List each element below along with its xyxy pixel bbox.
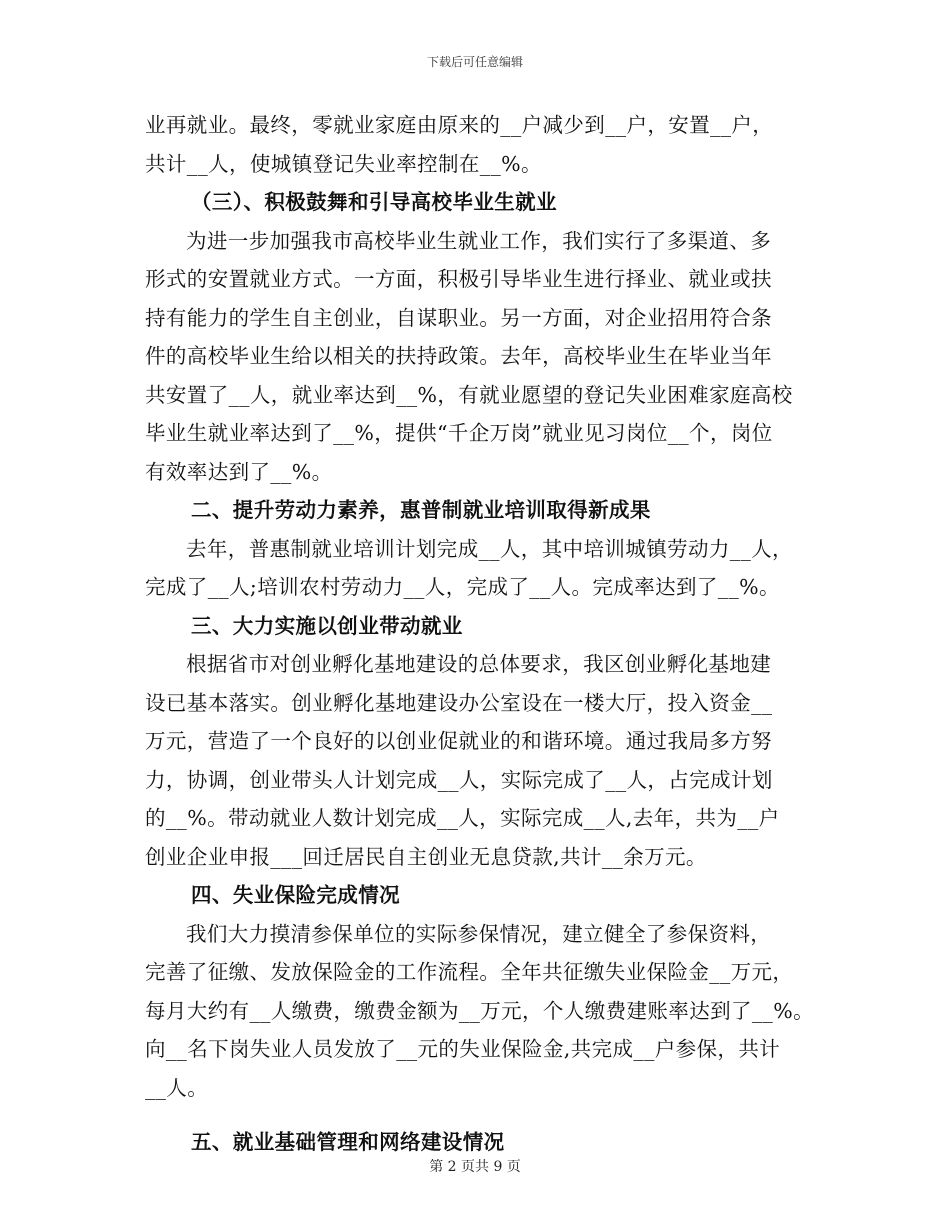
paragraph-line: 根据省市对创业孵化基地建设的总体要求，我区创业孵化基地建 (186, 652, 772, 676)
paragraph-line: 设已基本落实。创业孵化基地建设办公室设在一楼大厅，投入资金__ (145, 690, 773, 715)
paragraph-line: 每月大约有__人缴费，缴费金额为__万元，个人缴费建账率达到了__%。 (145, 998, 814, 1023)
paragraph-line: 完善了征缴、发放保险金的工作流程。全年共征缴失业保险金__万元， (145, 960, 794, 984)
paragraph-line: 共安置了__人，就业率达到__%，有就业愿望的登记失业困难家庭高校 (145, 382, 793, 407)
paragraph-line: 力，协调，创业带头人计划完成__人，实际完成了__人，占完成计划 (145, 767, 773, 792)
paragraph-line: 持有能力的学生自主创业，自谋职业。另一方面，对企业招用符合条 (145, 305, 772, 330)
section-heading: 二、提升劳动力素养，惠普制就业培训取得新成果 (191, 498, 651, 522)
paragraph-line: __人。 (145, 1075, 209, 1100)
paragraph-line: 向__名下岗失业人员发放了__元的失业保险金,共完成__户参保，共计 (145, 1037, 781, 1061)
paragraph-line: 形式的安置就业方式。一方面，积极引导毕业生进行择业、就业或扶 (145, 267, 772, 291)
document-body (145, 106, 825, 1162)
paragraph-line: 为进一步加强我市高校毕业生就业工作，我们实行了多渠道、多 (186, 228, 772, 253)
paragraph-line: 去年，普惠制就业培训计划完成__人，其中培训城镇劳动力__人， (186, 536, 793, 561)
section-heading: 五、就业基础管理和网络建设情况 (191, 1130, 505, 1154)
page-header: 下载后可任意编辑 (426, 55, 523, 69)
paragraph-line: 创业企业申报___回迁居民自主创业无息贷款,共计__余万元。 (145, 844, 707, 869)
section-heading: （三）、积极鼓舞和引导高校毕业生就业 (191, 190, 557, 214)
paragraph-line: 有效率达到了__%。 (145, 459, 333, 484)
page-footer: 第 2 页共 9 页 (429, 1159, 521, 1175)
paragraph-line: 业再就业。最终，零就业家庭由原来的__户减少到__户，安置__户， (145, 113, 774, 137)
paragraph-line: 完成了__人;培训农村劳动力__人，完成了__人。完成率达到了__%。 (145, 575, 780, 599)
section-heading: 四、失业保险完成情况 (191, 883, 400, 907)
paragraph-line: 的__%。带动就业人数计划完成__人，实际完成__人,去年，共为__户 (145, 806, 780, 830)
section-heading: 三、大力实施以创业带动就业 (191, 613, 463, 638)
paragraph-line: 共计__人，使城镇登记失业率控制在__%。 (145, 151, 542, 176)
paragraph-line: 万元，营造了一个良好的以创业促就业的和谐环境。通过我局多方努 (145, 729, 772, 753)
paragraph-line: 我们大力摸清参保单位的实际参保情况，建立健全了参保资料， (186, 921, 772, 946)
paragraph-line: 毕业生就业率达到了__%，提供“千企万岗”就业见习岗位__个，岗位 (145, 421, 773, 445)
paragraph-line: 件的高校毕业生给以相关的扶持政策。去年，高校毕业生在毕业当年 (145, 344, 772, 368)
